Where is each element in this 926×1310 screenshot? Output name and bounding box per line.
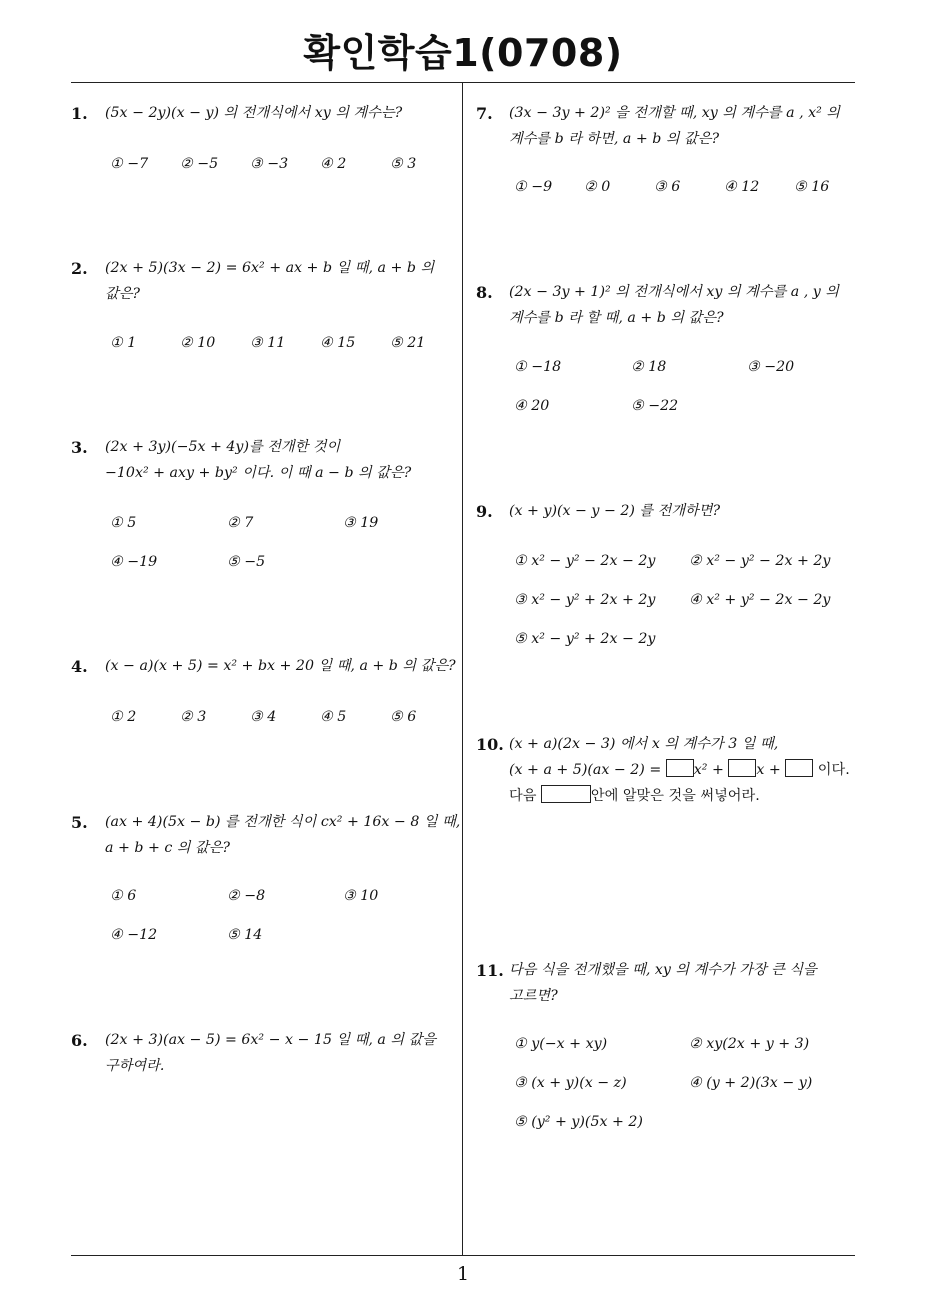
- question-text: −10x² + axy + by² 이다. 이 때 a − b 의 값은?: [105, 465, 412, 481]
- option-2[interactable]: ② −5: [180, 156, 219, 172]
- option-3[interactable]: ③ −3: [250, 156, 289, 172]
- option-4[interactable]: ④ 2: [320, 156, 347, 172]
- option-3[interactable]: ③ 19: [343, 515, 379, 531]
- option-4[interactable]: ④ −19: [110, 554, 158, 570]
- option-2[interactable]: ② xy(2x + y + 3): [689, 1036, 810, 1052]
- option-5[interactable]: ⑤ 6: [390, 709, 417, 725]
- option-1[interactable]: ① y(−x + xy): [514, 1036, 608, 1052]
- question-text: (2x + 3y)(−5x + 4y)를 전개한 것이: [105, 439, 341, 455]
- question-text: 계수를 b 라 하면, a + b 의 값은?: [509, 131, 720, 147]
- question-number: 11.: [476, 961, 504, 980]
- option-1[interactable]: ① −9: [514, 179, 553, 195]
- option-5[interactable]: ⑤ 21: [390, 335, 426, 351]
- question-text: (2x + 5)(3x − 2) = 6x² + ax + b 일 때, a + b 의: [105, 260, 435, 276]
- option-3[interactable]: ③ 11: [250, 335, 286, 351]
- option-5[interactable]: ⑤ 3: [390, 156, 417, 172]
- question-text: 값은?: [105, 286, 141, 302]
- page-number: 1: [456, 1263, 470, 1285]
- page-title: 확인학습1(0708): [303, 31, 623, 75]
- column-divider: [462, 83, 463, 1256]
- question-number: 2.: [71, 259, 88, 278]
- question-number: 5.: [71, 813, 88, 832]
- question-text: 다음 식을 전개했을 때, xy 의 계수가 가장 큰 식을: [509, 962, 817, 978]
- option-3[interactable]: ③ x² − y² + 2x + 2y: [514, 592, 656, 608]
- question-text: (x − a)(x + 5) = x² + bx + 20 일 때, a + b 의 값은?: [105, 658, 456, 674]
- question-number: 4.: [71, 657, 88, 676]
- question-text: (x + a)(2x − 3) 에서 x 의 계수가 3 일 때,: [509, 736, 779, 752]
- option-5[interactable]: ⑤ −22: [631, 398, 679, 414]
- option-4[interactable]: ④ 20: [514, 398, 550, 414]
- option-2[interactable]: ② x² − y² − 2x + 2y: [689, 553, 831, 569]
- question-text: (x + y)(x − y − 2) 를 전개하면?: [509, 503, 721, 519]
- question-text-line2: (x + a + 5)(ax − 2) = x² + x + 이다.: [509, 757, 850, 783]
- header-rule: [71, 82, 855, 83]
- option-4[interactable]: ④ 12: [724, 179, 760, 195]
- option-3[interactable]: ③ 4: [250, 709, 277, 725]
- option-1[interactable]: ① −18: [514, 359, 562, 375]
- option-4[interactable]: ④ (y + 2)(3x − y): [689, 1075, 813, 1091]
- option-2[interactable]: ② 7: [227, 515, 254, 531]
- option-3[interactable]: ③ −20: [747, 359, 795, 375]
- question-text: 고르면?: [509, 988, 558, 1004]
- answer-blank-3[interactable]: [785, 759, 813, 777]
- question-number: 1.: [71, 104, 88, 123]
- option-2[interactable]: ② 10: [180, 335, 216, 351]
- question-text: 구하여라.: [105, 1058, 165, 1074]
- question-number: 6.: [71, 1031, 88, 1050]
- question-text: (3x − 3y + 2)² 을 전개할 때, xy 의 계수를 a , x² 의: [509, 105, 841, 121]
- option-2[interactable]: ② 3: [180, 709, 207, 725]
- answer-blank-example: [541, 785, 591, 803]
- question-text: (2x + 3)(ax − 5) = 6x² − x − 15 일 때, a 의 값을: [105, 1032, 437, 1048]
- option-5[interactable]: ⑤ 14: [227, 927, 263, 943]
- option-5[interactable]: ⑤ x² − y² + 2x − 2y: [514, 631, 656, 647]
- answer-blank-2[interactable]: [728, 759, 756, 777]
- question-text: 계수를 b 라 할 때, a + b 의 값은?: [509, 310, 724, 326]
- question-number: 9.: [476, 502, 493, 521]
- question-text: (5x − 2y)(x − y) 의 전개식에서 xy 의 계수는?: [105, 105, 403, 121]
- question-number: 7.: [476, 104, 493, 123]
- option-1[interactable]: ① x² − y² − 2x − 2y: [514, 553, 656, 569]
- question-number: 3.: [71, 438, 88, 457]
- option-1[interactable]: ① −7: [110, 156, 149, 172]
- option-5[interactable]: ⑤ −5: [227, 554, 266, 570]
- option-1[interactable]: ① 1: [110, 335, 137, 351]
- option-4[interactable]: ④ 15: [320, 335, 356, 351]
- option-3[interactable]: ③ 6: [654, 179, 681, 195]
- option-2[interactable]: ② 0: [584, 179, 611, 195]
- footer-rule: [71, 1255, 855, 1256]
- question-number: 8.: [476, 283, 493, 302]
- option-3[interactable]: ③ 10: [343, 888, 379, 904]
- option-4[interactable]: ④ 5: [320, 709, 347, 725]
- option-4[interactable]: ④ −12: [110, 927, 158, 943]
- question-text: (ax + 4)(5x − b) 를 전개한 식이 cx² + 16x − 8 일 때,: [105, 814, 461, 830]
- option-5[interactable]: ⑤ (y² + y)(5x + 2): [514, 1114, 643, 1130]
- option-5[interactable]: ⑤ 16: [794, 179, 830, 195]
- option-2[interactable]: ② 18: [631, 359, 667, 375]
- question-text-line3: 다음 안에 알맞은 것을 써넣어라.: [509, 783, 850, 809]
- option-4[interactable]: ④ x² + y² − 2x − 2y: [689, 592, 831, 608]
- question-number: 10.: [476, 735, 504, 754]
- option-2[interactable]: ② −8: [227, 888, 266, 904]
- option-3[interactable]: ③ (x + y)(x − z): [514, 1075, 627, 1091]
- answer-blank-1[interactable]: [666, 759, 694, 777]
- question-text: (2x − 3y + 1)² 의 전개식에서 xy 의 계수를 a , y 의: [509, 284, 840, 300]
- question-text: a + b + c 의 값은?: [105, 840, 231, 856]
- option-1[interactable]: ① 5: [110, 515, 137, 531]
- option-1[interactable]: ① 6: [110, 888, 137, 904]
- option-1[interactable]: ① 2: [110, 709, 137, 725]
